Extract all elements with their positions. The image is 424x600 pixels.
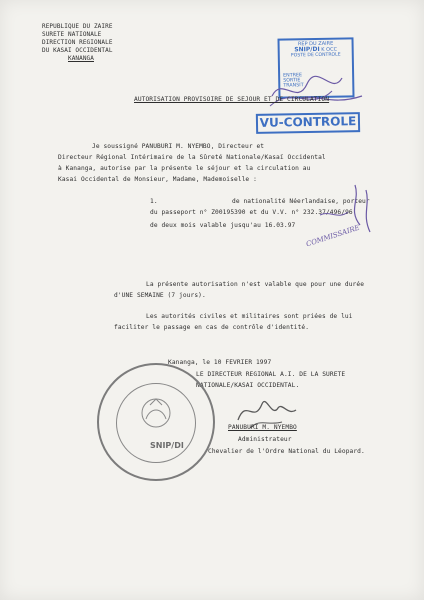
handwritten-commissaire: COMMISSAIRE: [305, 223, 361, 249]
sign-title-line-1: LE DIRECTEUR REGIONAL A.I. DE LA SURETE: [196, 371, 346, 378]
signatory-rank: Administrateur: [238, 436, 292, 443]
stamp-country: REP DU ZAIRE: [297, 40, 334, 48]
item-number: 1.: [150, 198, 158, 205]
seal-emblem-icon: [138, 393, 174, 433]
stamp-exit: SORTIE: [283, 78, 301, 84]
sign-title-line-2: NATIONALE/KASAI OCCIDENTAL.: [196, 382, 300, 389]
header-line-2: SURETE NATIONALE: [42, 31, 102, 38]
para2-line-2: d'UNE SEMAINE (7 jours).: [114, 292, 206, 299]
checked-stamp: VU-CONTROLE: [256, 112, 360, 134]
para2-line-1: La présente autorisation n'est valable que pour une durée: [146, 281, 365, 288]
header-line-5: KANANGA: [68, 55, 94, 62]
para1-line-2: Directeur Régional Intérimaire de la Sûreté Nationale/Kasaï Occidental: [58, 154, 326, 161]
place-date: Kananga, le 10 FEVRIER 1997: [168, 359, 272, 366]
stamp-agency: SNIP/DI: [294, 46, 320, 54]
signatory-honor: Chevalier de l'Ordre National du Léopard.: [208, 448, 365, 455]
para3-line-2: faciliter le passage en cas de contrôle d'identité.: [114, 324, 310, 331]
para1-line-1: Je soussigné PANUBURI M. NYEMBO, Directeur et: [92, 143, 265, 150]
handwritten-marks-side: [300, 180, 380, 260]
seal-center-label: SNIP/DI: [150, 441, 184, 450]
stamp-post: POSTE DE CONTROLE: [290, 52, 341, 58]
signatory-name: PANUBURI M. NYEMBO: [228, 424, 297, 431]
para1-line-4: Kasai Occidental de Monsieur, Madame, Mademoiselle :: [58, 176, 257, 183]
item-line-3: de deux mois valable jusqu'au 16.03.97: [150, 222, 296, 229]
item-line-2: du passeport n° Z00195390 et du V.V. n° 232.37/496/96: [150, 209, 353, 216]
header-line-3: DIRECTION REGIONALE: [42, 39, 113, 46]
header-line-4: DU KASAI OCCIDENTAL: [42, 47, 113, 54]
handwritten-scribble-top: [262, 66, 372, 116]
stamp-agency-suffix: K OCC: [321, 46, 338, 54]
para1-line-3: à Kananga, autorise par la présente le séjour et la circulation au: [58, 165, 311, 172]
para3-line-1: Les autorités civiles et militaires sont priées de lui: [146, 313, 353, 320]
document-title: AUTORISATION PROVISOIRE DE SEJOUR ET DE CIRCULATION: [134, 96, 330, 103]
stamp-entry: ENTREE: [283, 73, 303, 79]
item-line-1: de nationalité Néerlandaise, porteur: [232, 198, 370, 205]
stamp-transit: TRANSIT: [283, 83, 304, 89]
header-line-1: REPUBLIQUE DU ZAIRE: [42, 23, 113, 30]
